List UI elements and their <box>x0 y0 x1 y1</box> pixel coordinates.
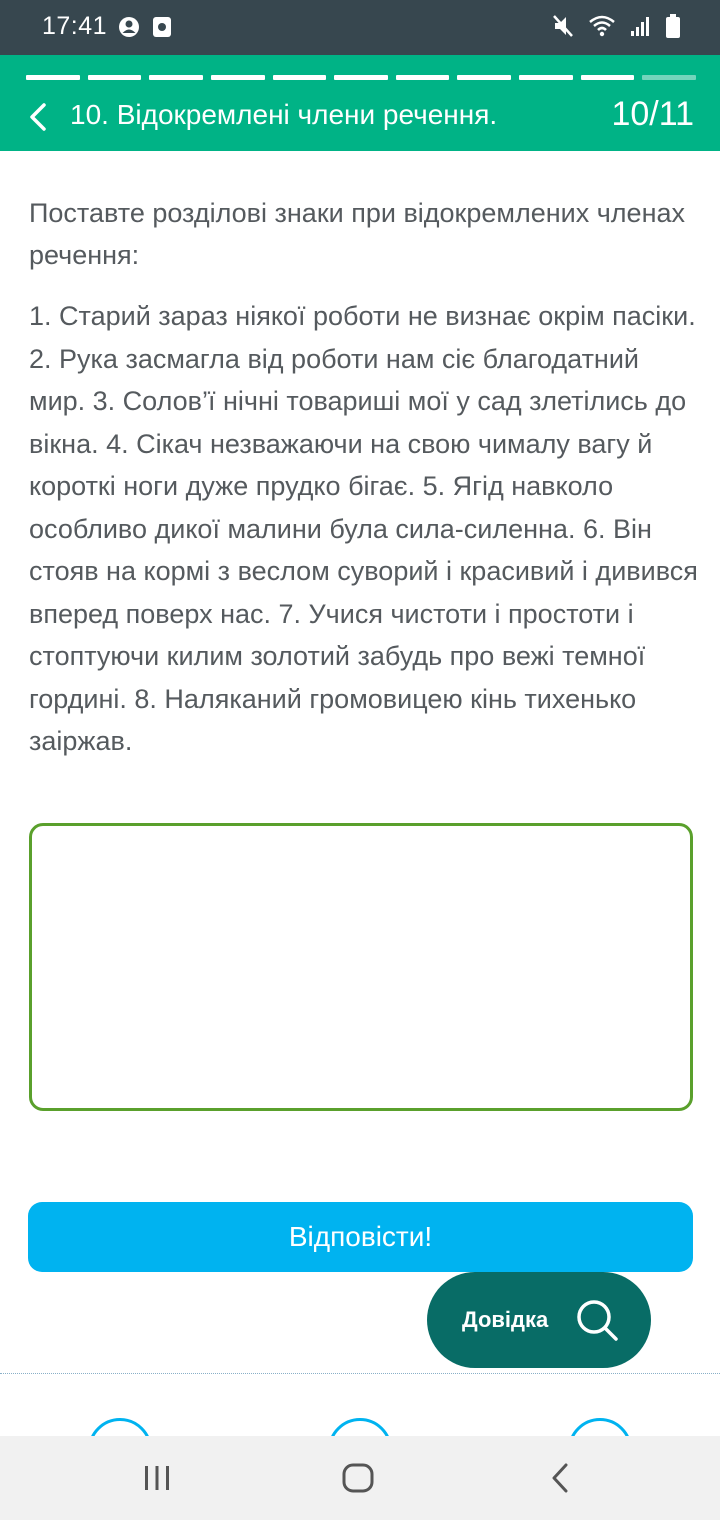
status-bar <box>0 0 720 55</box>
recent-apps-button[interactable] <box>132 1458 182 1498</box>
header <box>0 55 720 151</box>
progress-segment <box>211 75 265 80</box>
mute-icon <box>552 14 574 38</box>
progress-segment <box>581 75 635 80</box>
progress-segment <box>273 75 327 80</box>
progress-bar <box>26 75 696 80</box>
task-text: 1. Старий зараз ніякої роботи не визнає окрім пасіки. 2. Рука засмагла від роботи нам сіє благодатний мир. 3. Солов’ї нічні товариші мої у сад злетілись до вікна. 4. Сікач незважаючи на свою чималу вагу й короткі ноги дуже прудко бігає. 5. Ягід навколо особливо дикої малини була сила-силенна. 6. Він стояв на кормі з веслом суворий і красивий і дивився вперед поверх нас. 7. Учися чистоти і простоти і стоптуючи килим золотий забудь про вежі темної гордині. 8. Наляканий громовицею кінь тихенько заіржав. <box>29 301 698 756</box>
battery-icon <box>666 14 680 38</box>
answer-field[interactable] <box>29 823 693 1111</box>
wifi-icon <box>588 14 616 38</box>
question-counter: 10/11 <box>611 95 694 133</box>
home-button[interactable] <box>333 1458 383 1498</box>
progress-segment <box>26 75 80 80</box>
task-prompt: Поставте розділові знаки при відокремлених членах речення: <box>29 198 685 270</box>
progress-segment <box>88 75 142 80</box>
progress-segment <box>642 75 696 80</box>
page-title: 10. Відокремлені члени речення. <box>70 99 498 130</box>
recent-apps-icon <box>143 1465 171 1491</box>
progress-segment <box>334 75 388 80</box>
system-nav-bar <box>0 1436 720 1520</box>
progress-segment <box>149 75 203 80</box>
chevron-left-icon <box>28 102 48 132</box>
signal-icon <box>630 15 652 37</box>
back-icon <box>550 1463 570 1493</box>
home-icon <box>342 1463 374 1493</box>
help-button[interactable] <box>427 1272 651 1368</box>
progress-segment <box>396 75 450 80</box>
progress-segment <box>457 75 511 80</box>
progress-segment <box>519 75 573 80</box>
back-button[interactable] <box>18 95 58 139</box>
submit-button[interactable]: Відповісти! <box>28 1202 693 1272</box>
account-icon <box>118 16 140 38</box>
help-label: Довідка <box>462 1307 549 1332</box>
divider <box>0 1373 720 1374</box>
screenshot-icon <box>152 16 172 38</box>
back-nav-button[interactable] <box>535 1458 585 1498</box>
search-icon <box>575 1298 619 1342</box>
status-time: 17:41 <box>42 12 108 40</box>
